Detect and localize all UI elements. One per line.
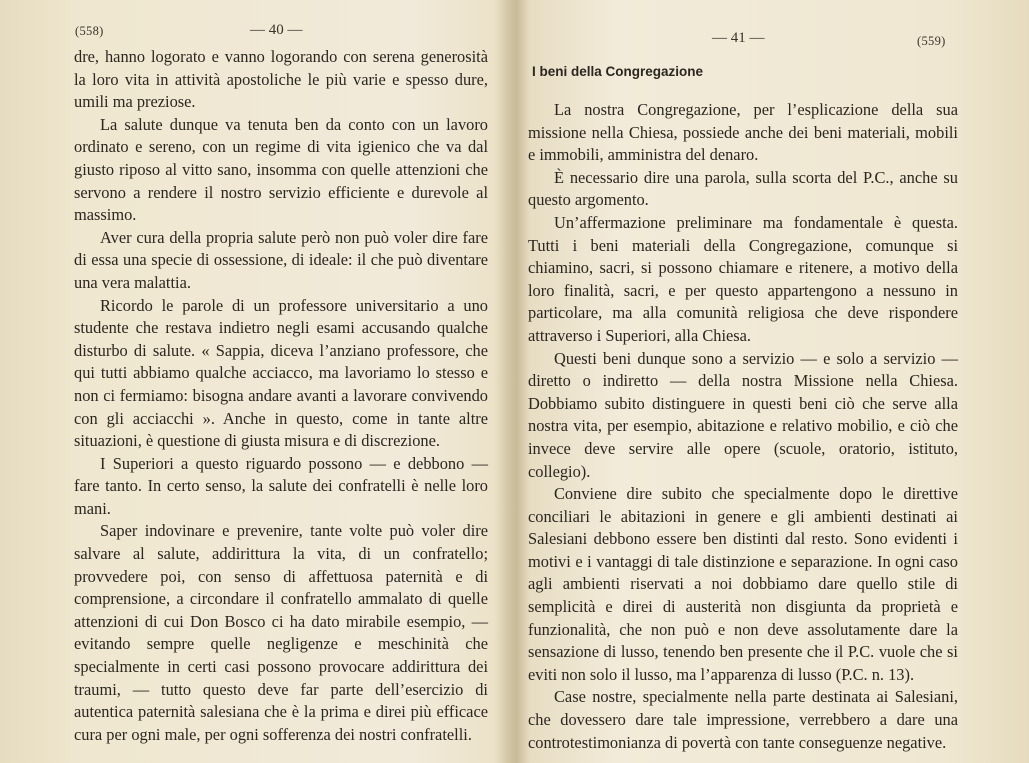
right-folio: (559) <box>917 34 946 48</box>
paragraph: Case nostre, specialmente nella parte destinata ai Salesiani, che dovessero dare tale impressione, verrebbero a dare una controtestimonianza di povertà con tante conseguenze negative. <box>528 687 958 752</box>
left-folio: (558) <box>75 24 104 38</box>
left-body-text <box>74 46 488 746</box>
paragraph: Conviene dire subito che specialmente dopo le direttive conciliari le abitazioni in genere e gli ambienti destinati ai Salesiani debbono essere ben distinti dal resto. Sono evidenti i motivi e i vantaggi di tale distinzione e separazione. In ogni caso agli ambienti riservati a noi dobbiamo dare quello stile di semplicità e direi di austerità non disgiunta da proprietà e funzionalità, che non può e non deve assolutamente dare la sensazione di lusso, tenendo ben presente che il P.C. vuole che si eviti non solo il lusso, ma l’apparenza di lusso (P.C. n. 13). <box>528 484 958 684</box>
left-page-number: — 40 — <box>250 22 303 38</box>
paragraph: I Superiori a questo riguardo possono — e debbono — fare tanto. In certo senso, la salute dei confratelli è nelle loro mani. <box>74 453 488 518</box>
paragraph: Questi beni dunque sono a servizio — e solo a servizio — diretto o indiretto — della nostra Missione nella Chiesa. Dobbiamo subito distinguere in questi beni ciò che serve alla nostra vita, per esempio, abitazione e relativo mobilio, e ciò che invece deve servire alle opere (scuole, oratorio, istituto, collegio). <box>528 348 958 481</box>
right-page-number: — 41 — <box>712 30 765 46</box>
left-page <box>0 0 512 763</box>
paragraph: È necessario dire una parola, sulla scorta del P.C., anche su questo argomento. <box>528 167 958 210</box>
right-page <box>514 0 1029 763</box>
paragraph: dre, hanno logorato e vanno logorando con serena generosità la loro vita in attività apostoliche le più varie e spesso dure, umili ma preziose. <box>74 47 488 112</box>
paragraph: La salute dunque va tenuta ben da conto con un lavoro ordinato e sereno, con un regime di vita igienico che va dal giusto riposo al vitto sano, insomma con quelle attenzioni che servono a rendere il nostro servizio efficiente e durevole al massimo. <box>74 114 488 225</box>
paragraph: Un’affermazione preliminare ma fondamentale è questa. Tutti i beni materiali della Congregazione, comunque si chiamino, sacri, si possono chiamare e ritenere, a motivo della loro finalità, sacri, e per questo appartengono a nessuno in particolare, ma alla comunità religiosa che deve rispondere attraverso i Superiori, alla Chiesa. <box>528 212 958 345</box>
section-heading: I beni della Congregazione <box>532 64 704 79</box>
paragraph: Aver cura della propria salute però non può voler dire fare di essa una specie di ossessione, di ideale: il che può diventare una vera malattia. <box>74 227 488 292</box>
right-body-text <box>528 99 958 754</box>
paragraph: Ricordo le parole di un professore universitario a uno studente che restava indietro negli esami accusando qualche disturbo di salute. « Sappia, diceva l’anziano professore, che qui tutti abbiamo qualche acciacco, ma lavoriamo lo stesso e non ci fermiamo: bisogna andare avanti a lavorare convivendo con gli acciacchi ». Anche in questo, come in tante altre situazioni, è questione di giusta misura e di discrezione. <box>74 295 488 451</box>
paragraph: Saper indovinare e prevenire, tante volte può voler dire salvare al salute, addirittura la vita, di un confratello; provvedere poi, con senso di affettuosa paternità e di comprensione, a circondare il confratello ammalato di quelle attenzioni di cui Don Bosco ci ha dato mirabile esempio, — evitando sempre quelle negligenze e meschinità che specialmente in certi casi possono provocare addirittura dei traumi, — tutto questo deve far parte dell’esercizio di autentica paternità salesiana che è la prima e direi più efficace cura per ogni male, per ogni sofferenza dei nostri confratelli. <box>74 521 488 744</box>
paragraph: La nostra Congregazione, per l’esplicazione della sua missione nella Chiesa, possiede anche dei beni materiali, mobili e immobili, amministra del denaro. <box>528 100 958 165</box>
